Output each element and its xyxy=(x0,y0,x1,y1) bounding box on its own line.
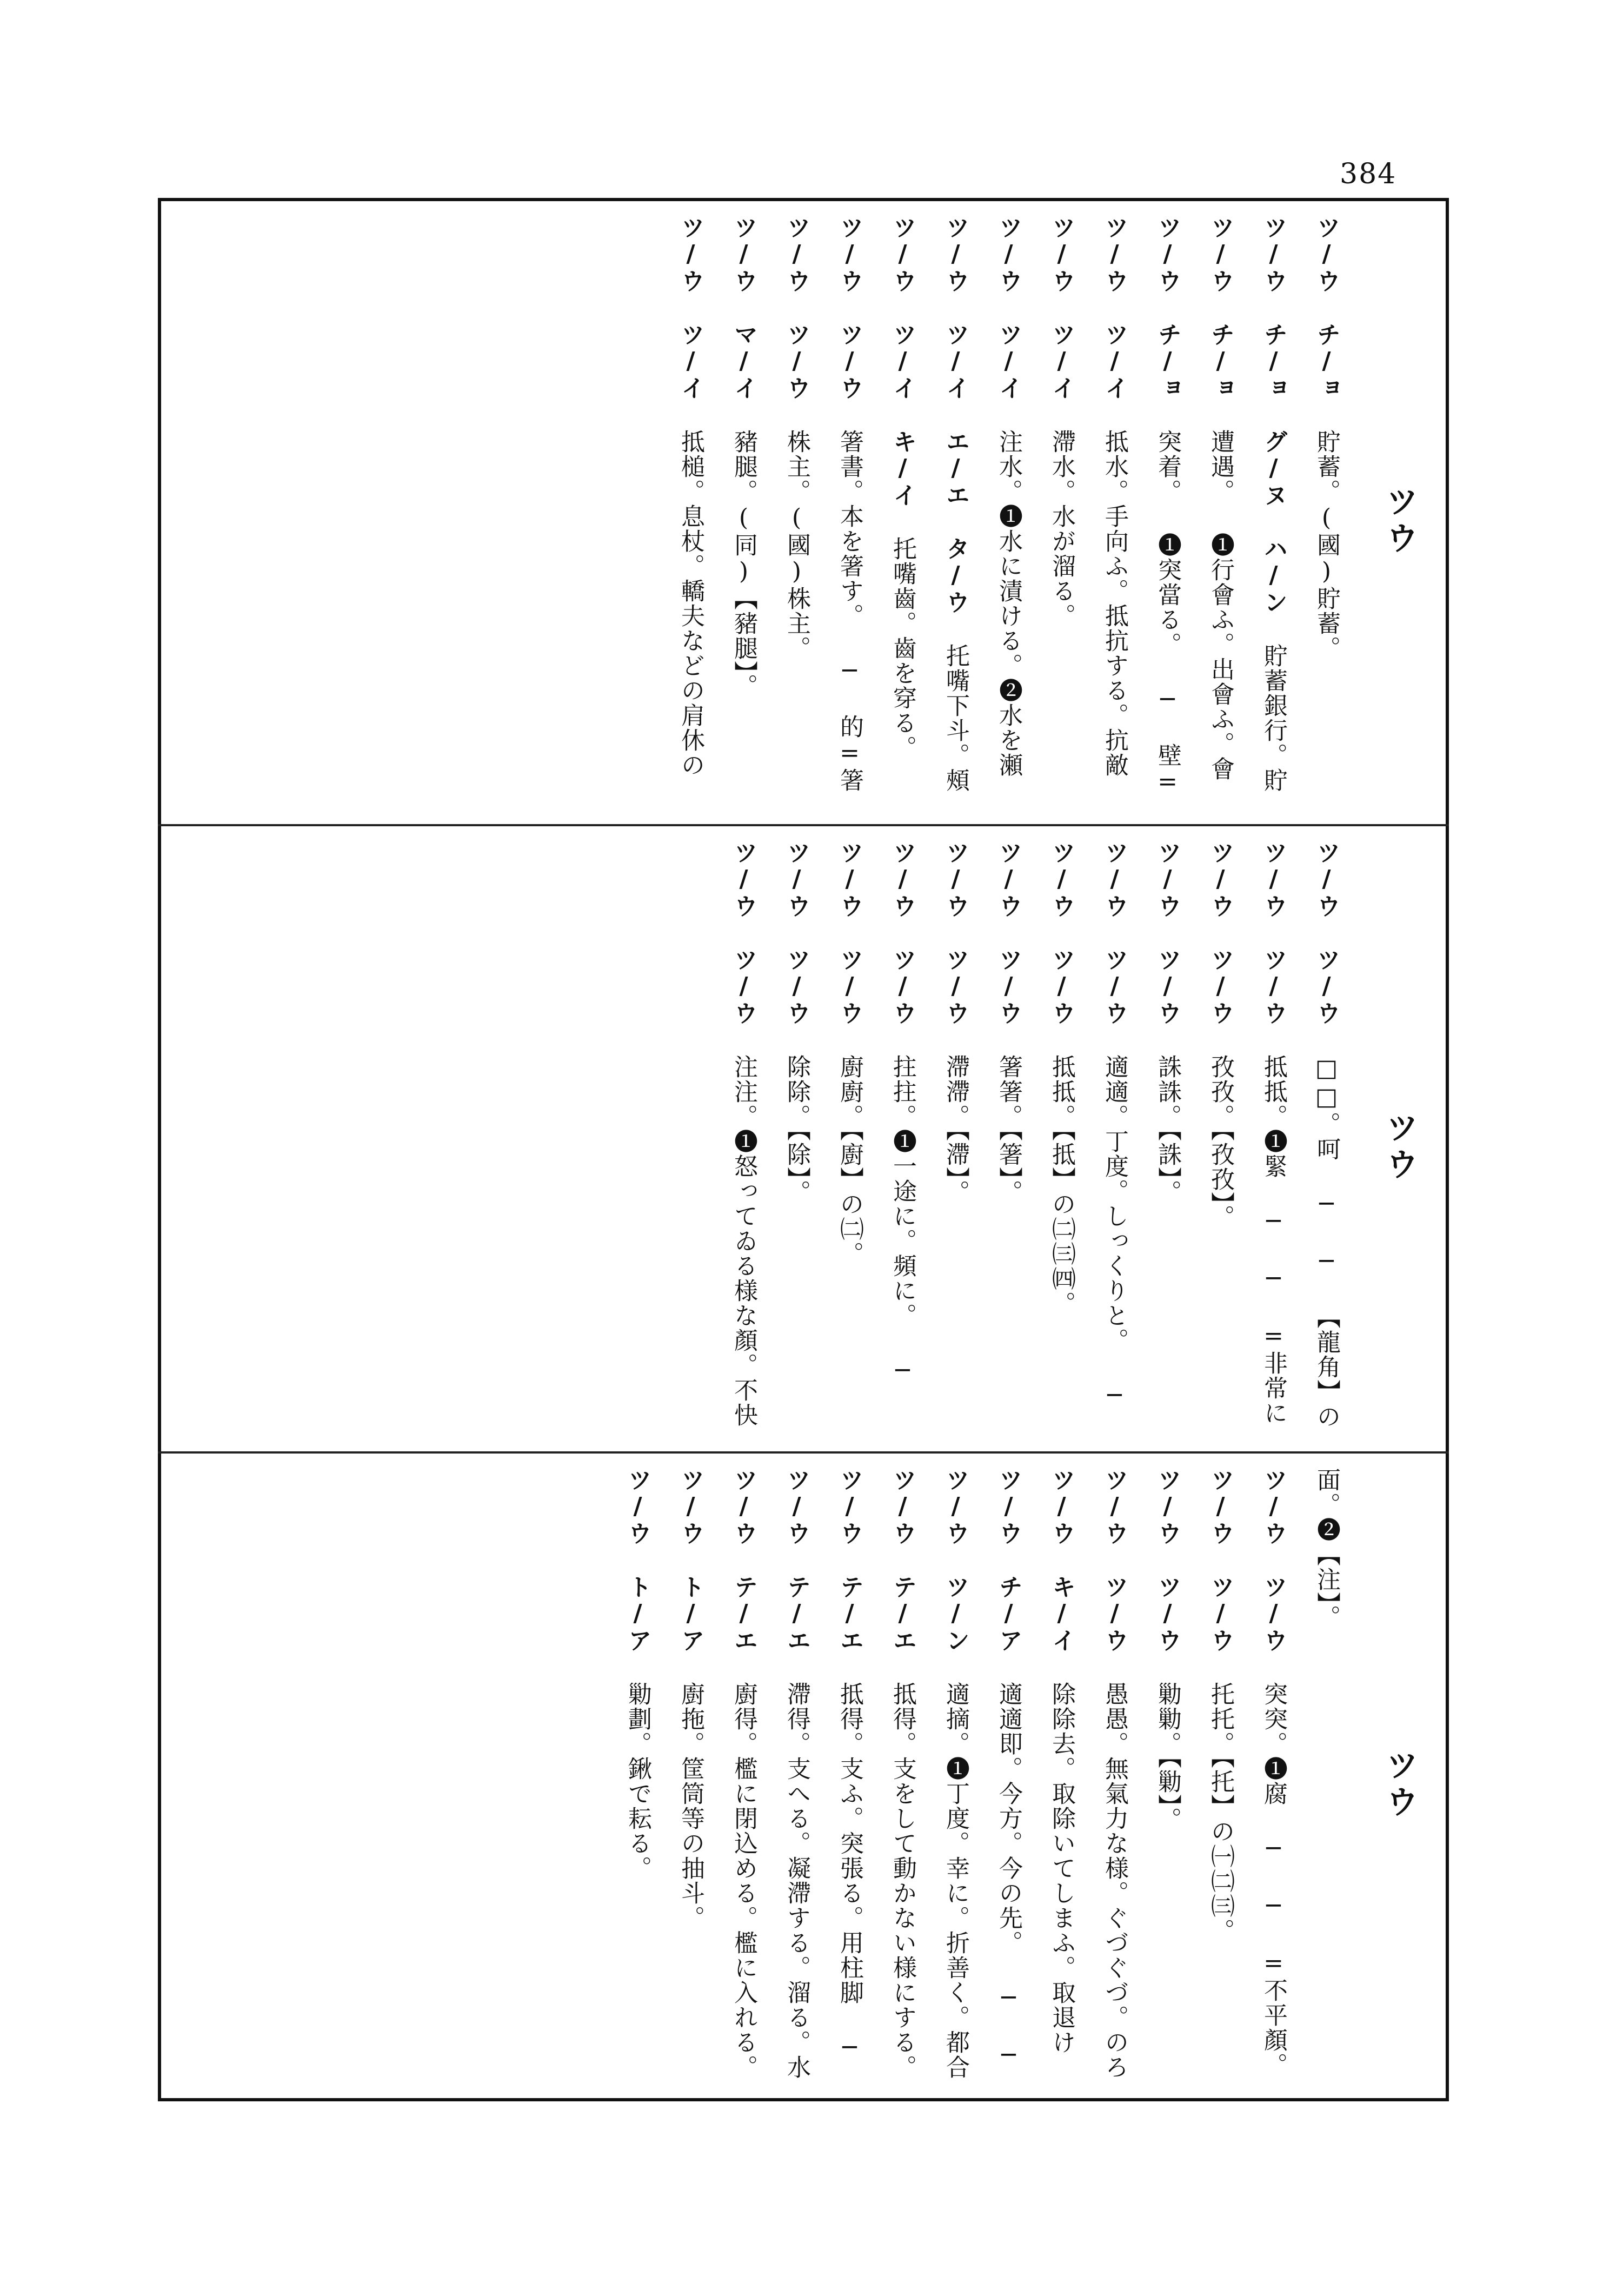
dictionary-entry xyxy=(823,1468,876,2086)
page-number: 384 xyxy=(1340,158,1397,190)
entry-headword: ツ/ウ チ/ョ グ/ヌ ハ/ン xyxy=(1260,215,1287,615)
dictionary-entry xyxy=(876,1468,929,2086)
entry-definition: 適摘。❶丁度。幸に。折善く。都合 xyxy=(942,1682,969,2080)
entry-headword: ツ/ウ ツ/ウ xyxy=(995,840,1022,1026)
dictionary-entry xyxy=(1300,1468,1353,2086)
entry-headword: ツ/ウ テ/エ xyxy=(836,1468,863,1653)
band-divider-2 xyxy=(158,1451,1449,1454)
entry-definition: 抵抵。【抵】の㈡㈢㈣。 xyxy=(1048,1054,1075,1316)
entry-definition: 豬腿。(同)【豬腿】。 xyxy=(730,429,757,699)
dictionary-entry xyxy=(929,1468,982,2086)
dictionary-entry xyxy=(876,215,929,811)
entry-definition: 廚得。檻に閉込める。檻に入れる。 xyxy=(730,1682,757,2080)
dictionary-entry xyxy=(982,1468,1035,2086)
dictionary-entry xyxy=(929,840,982,1438)
entry-definition: 抵得。支をして動かない様にする。 xyxy=(889,1682,916,2080)
dictionary-entry xyxy=(876,840,929,1438)
entry-headword: ツ/ウ ツ/ウ xyxy=(1154,840,1181,1026)
entry-headword: ツ/ウ ツ/ウ xyxy=(783,840,810,1026)
entry-headword: ツ/ウ ツ/ン xyxy=(942,1468,969,1653)
dictionary-entry xyxy=(823,840,876,1438)
entry-headword: ツ/ウ チ/ョ xyxy=(1313,215,1340,401)
dictionary-entry xyxy=(611,1468,664,2086)
entry-headword: ツ/ウ ツ/ウ xyxy=(836,840,863,1026)
entry-headword: ツ/ウ ツ/イ xyxy=(995,215,1022,401)
entry-definition: □□。呵 ─ ─ 【龍角】の xyxy=(1313,1054,1340,1429)
dictionary-entry xyxy=(1141,215,1194,811)
band-bottom xyxy=(162,1455,1445,2097)
entry-headword: ツ/ウ チ/ア xyxy=(995,1468,1022,1653)
entry-headword: ツ/ウ チ/ョ xyxy=(1207,215,1234,401)
dictionary-entry xyxy=(770,1468,823,2086)
entry-definition: 勦劃。鍬で耘る。 xyxy=(624,1682,651,1881)
dictionary-entry xyxy=(1035,1468,1088,2086)
dictionary-entry xyxy=(1088,215,1141,811)
entry-headword: ツ/ウ ツ/ウ xyxy=(836,215,863,401)
entry-definition: 抵抵。❶緊 ─ ─ =非常に xyxy=(1260,1054,1287,1425)
entry-definition: 托嘴齒。齒を穿る。 xyxy=(889,536,916,760)
entry-definition: 托托。【托】の㈠㈡㈢。 xyxy=(1207,1682,1234,1943)
section-header-top: ツウ xyxy=(1381,485,1419,558)
dictionary-entry xyxy=(1194,840,1247,1438)
section-header-middle: ツウ xyxy=(1381,1111,1419,1184)
dictionary-entry xyxy=(982,215,1035,811)
entry-headword: ツ/ウ ツ/イ xyxy=(1101,215,1128,401)
entry-definition: 貯蓄。(國)貯蓄。 xyxy=(1313,429,1340,661)
entry-headword: ツ/ウ ツ/イ xyxy=(677,215,704,401)
entry-definition: 注水。❶水に漬ける。❷水を瀬 xyxy=(995,429,1022,778)
entry-headword: ツ/ウ ツ/ウ xyxy=(1260,1468,1287,1653)
dictionary-entry xyxy=(823,215,876,811)
dictionary-entry xyxy=(1247,1468,1300,2086)
dictionary-entry xyxy=(1300,215,1353,811)
entry-definition: 拄拄。❶一途に。頻に。 ─ xyxy=(889,1054,916,1385)
dictionary-entry xyxy=(1194,1468,1247,2086)
dictionary-entry xyxy=(717,840,770,1438)
entry-definition: 突着。 ❶突當る。 ─ 壁= xyxy=(1154,429,1181,797)
entry-definition: 勦勦。【勦】。 xyxy=(1154,1682,1181,1832)
dictionary-entry xyxy=(982,840,1035,1438)
entry-definition: 滯滯。【滯】。 xyxy=(942,1054,969,1205)
entry-headword: ツ/ウ ツ/ウ xyxy=(730,840,757,1026)
dictionary-entry xyxy=(1247,840,1300,1438)
entry-headword: ツ/ウ ツ/イ キ/イ xyxy=(889,215,916,508)
entry-definition: 適適即。今方。今の先。 ─ ─ xyxy=(995,1682,1022,2070)
dictionary-entry xyxy=(1088,840,1141,1438)
entry-headword: ツ/ウ キ/イ xyxy=(1048,1468,1075,1653)
dictionary-entry xyxy=(1141,840,1194,1438)
entry-definition: 誅誅。【誅】。 xyxy=(1154,1054,1181,1205)
entry-definition: 株主。(國)株主。 xyxy=(783,429,810,661)
dictionary-entry xyxy=(664,1468,717,2086)
entry-headword: ツ/ウ ツ/ウ xyxy=(1154,1468,1181,1653)
entry-definition: 面。❷【注】。 xyxy=(1313,1468,1340,1630)
entry-definition: 突突。❶腐 ─ ─ =不平顏。 xyxy=(1260,1682,1287,2078)
entry-headword: ツ/ウ テ/エ xyxy=(889,1468,916,1653)
entry-headword: ツ/ウ ツ/ウ xyxy=(1048,840,1075,1026)
dictionary-entry xyxy=(664,215,717,811)
entry-definition: 除除。【除】。 xyxy=(783,1054,810,1205)
entry-definition: 滯水。水が溜る。 xyxy=(1048,429,1075,628)
dictionary-entry xyxy=(717,215,770,811)
dictionary-entry xyxy=(1300,840,1353,1438)
entry-headword: ツ/ウ マ/イ xyxy=(730,215,757,401)
band-top xyxy=(162,202,1445,822)
entry-headword: ツ/ウ テ/エ xyxy=(783,1468,810,1653)
entry-definition: 箸箸。【箸】。 xyxy=(995,1054,1022,1205)
dictionary-entry xyxy=(1194,215,1247,811)
entry-definition: 孜孜。【孜孜】。 xyxy=(1207,1054,1234,1230)
entry-headword: ツ/ウ ツ/ウ xyxy=(942,840,969,1026)
dictionary-entry xyxy=(770,215,823,811)
band-divider-1 xyxy=(158,824,1449,826)
section-header-bottom: ツウ xyxy=(1381,1748,1419,1822)
entry-definition: 廚廚。【廚】の㈡。 xyxy=(836,1054,863,1266)
dictionary-entry xyxy=(929,215,982,811)
entry-headword: ツ/ウ チ/ョ xyxy=(1154,215,1181,401)
entry-headword: ツ/ウ ツ/ウ xyxy=(1101,840,1128,1026)
dictionary-entry xyxy=(1141,1468,1194,2086)
entry-headword: ツ/ウ ツ/ウ xyxy=(1207,840,1234,1026)
dictionary-entry xyxy=(1247,215,1300,811)
entry-definition: 除除去。取除いてしまふ。取退け xyxy=(1048,1682,1075,2055)
entry-headword: ツ/ウ ツ/イ xyxy=(1048,215,1075,401)
entry-headword: ツ/ウ ト/ア xyxy=(677,1468,704,1653)
entry-definition: 抵水。手向ふ。抵抗する。抗敵 xyxy=(1101,429,1128,778)
dictionary-entry xyxy=(1035,215,1088,811)
entry-definition: 滯得。支へる。凝滯する。溜る。水 xyxy=(783,1682,810,2080)
entry-definition: 箸書。本を箸す。 ─ 的=箸 xyxy=(836,429,863,793)
entry-definition: 適適。丁度。しっくりと。 ─ xyxy=(1101,1054,1128,1410)
entry-headword: ツ/ウ ツ/ウ xyxy=(1260,840,1287,1026)
entry-headword: ツ/ウ ツ/ウ xyxy=(1101,1468,1128,1653)
entry-headword: ツ/ウ ツ/ウ xyxy=(889,840,916,1026)
dictionary-entry xyxy=(770,840,823,1438)
entry-definition: 遭遇。 ❶行會ふ。出會ふ。會 xyxy=(1207,429,1234,781)
entry-headword: ツ/ウ ツ/ウ xyxy=(783,215,810,401)
entry-definition: 抵槌。息杖。轎夫などの肩休の xyxy=(677,429,704,778)
entry-definition: 托嘴下斗。頰 xyxy=(942,643,969,793)
dictionary-entry xyxy=(717,1468,770,2086)
entry-headword: ツ/ウ テ/エ xyxy=(730,1468,757,1653)
entry-definition: 廚拖。筐筒等の抽斗。 xyxy=(677,1682,704,1930)
dictionary-entry xyxy=(1088,1468,1141,2086)
band-middle xyxy=(162,827,1445,1449)
dictionary-entry xyxy=(1035,840,1088,1438)
entry-headword: ツ/ウ ト/ア xyxy=(624,1468,651,1653)
entry-headword: ツ/ウ ツ/イ エ/エ タ/ウ xyxy=(942,215,969,615)
entry-definition: 貯蓄銀行。貯 xyxy=(1260,643,1287,793)
entry-definition: 注注。❶怒ってゐる様な顏。不快 xyxy=(730,1054,757,1428)
entry-headword: ツ/ウ ツ/ウ xyxy=(1313,840,1340,1026)
entry-definition: 愚愚。無氣力な様。ぐづぐづ。のろ xyxy=(1101,1682,1128,2080)
entry-headword: ツ/ウ ツ/ウ xyxy=(1207,1468,1234,1653)
entry-definition: 抵得。支ふ。突張る。用柱脚 ─ xyxy=(836,1682,863,2062)
